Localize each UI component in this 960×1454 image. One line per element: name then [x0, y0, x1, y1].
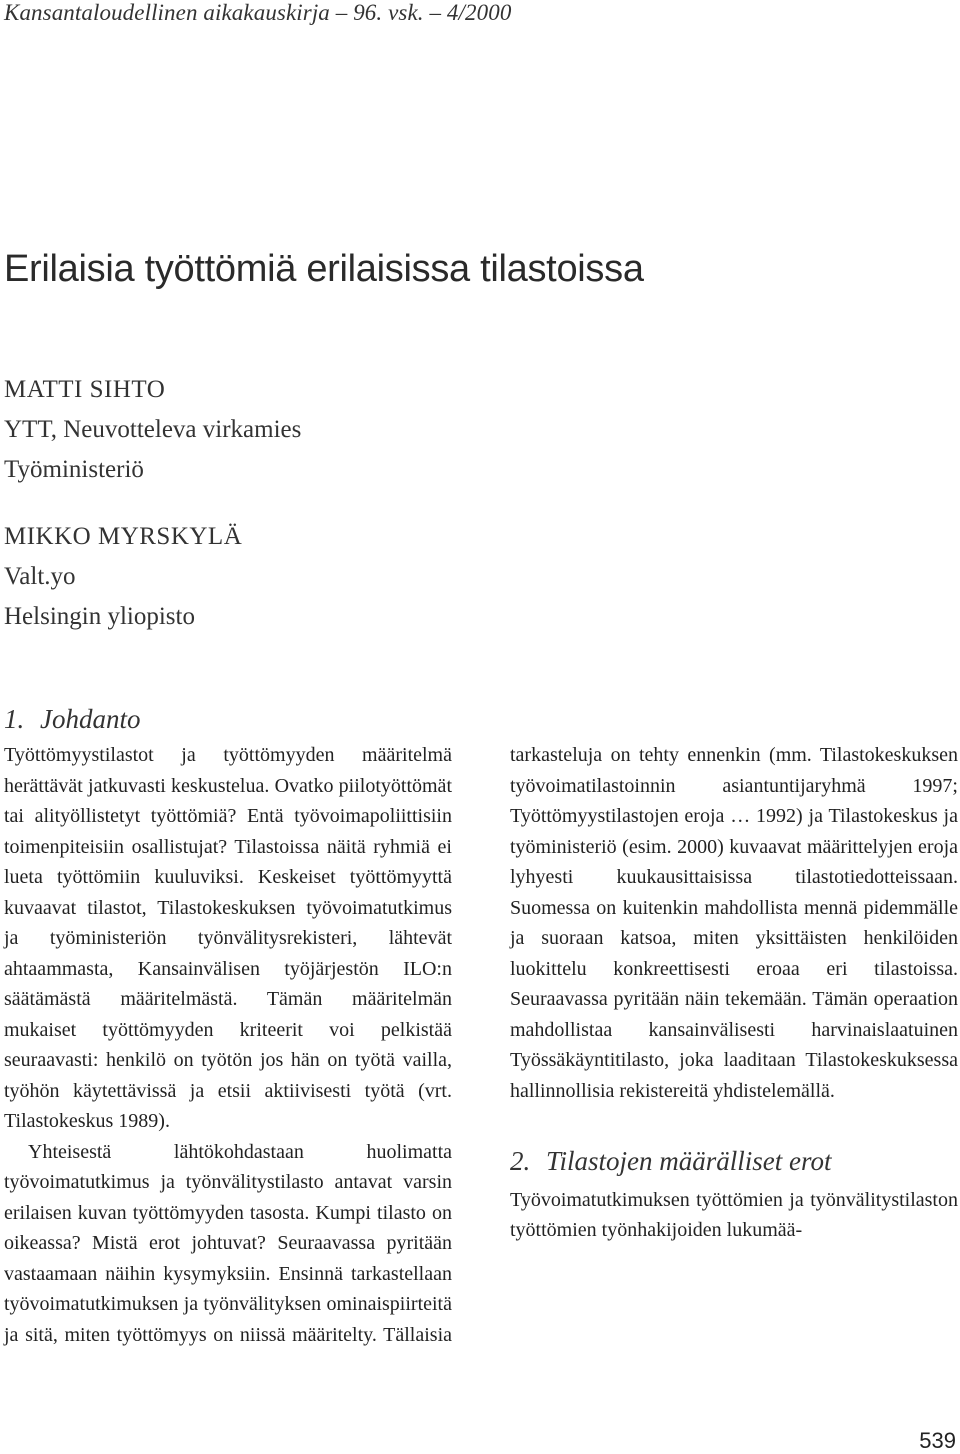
author-affiliation: Helsingin yliopisto	[4, 603, 195, 630]
section-number: 2.	[510, 1146, 531, 1176]
section-heading-introduction	[4, 704, 141, 735]
body-columns	[4, 740, 958, 1360]
body-paragraph: Työttömyystilastot ja työttömyyden määritelmä herättävät jatkuvasti keskustelua. Ovatko piilotyöttömät tai alityöllistetyt työttömiä? Entä työvoimapoliittisiin toimenpiteisiin osallistujat? Tilastoissa näitä ryhmiä ei lueta työttömiin kuuluviksi. Keskeiset työttömyyttä kuvaavat tilastot, Tilastokeskuksen työvoimatutkimus ja työministeriön työnvälitysrekisteri, lähtevät ahtaammasta, Kansainvälisen työjärjestön ILO:n säätämästä määritelmästä. Tämän määritelmän mukaiset työttömyyden kriteerit voi pelkistää seuraavasti: henkilö on työtön jos hän on työtä vailla, työhön käytettävissä ja etsii aktiivisesti työtä (vrt. Tilastokeskus 1989).	[4, 744, 452, 1132]
article-title: Erilaisia työttömiä erilaisissa tilastoissa	[4, 248, 644, 290]
author-name: MATTI SIHTO	[4, 376, 166, 403]
body-paragraph: Työvoimatutkimuksen työttömien ja työnvälitystilaston työttömien työnhakijoiden lukumää-	[510, 1188, 958, 1241]
section-heading-quantitative-differences	[510, 1146, 958, 1177]
section-title: Tilastojen määrälliset erot	[546, 1146, 832, 1176]
author-name: MIKKO MYRSKYLÄ	[4, 523, 243, 550]
author-affiliation: Työministeriö	[4, 456, 144, 483]
journal-header: Kansantaloudellinen aikakauskirja – 96. vsk. – 4/2000	[4, 0, 512, 25]
author-title: YTT, Neuvotteleva virkamies	[4, 416, 302, 443]
author-block	[4, 517, 242, 637]
section-title: Johdanto	[40, 704, 141, 734]
section-number: 1.	[4, 704, 25, 734]
author-block	[4, 370, 301, 490]
body-paragraph: Yhteisestä lähtökohdastaan huolimatta työvoimatutkimus ja työnvälitystilasto antavat varsin erilaisen kuvan työttömyyden tasosta. Kumpi tilasto on oikeassa? Mistä erot johtuvat? Seuraavassa pyritään vastaamaan näihin kysymyksiin. Ensinnä tarkastellaan työvoimatutkimuksen ja työnvälityksen ominaispiirteitä ja sitä, miten työttömyys on niissä määritelty. Tällaisia tarkasteluja on tehty ennenkin (mm. Tilastokeskuksen työvoimatilastoinnin asiantuntijaryhmä 1997; Työttömyystilastojen eroja … 1992) ja Tilastokeskus ja työministeriö (esim. 2000) kuvaavat määrittelyjen eroja lyhyesti kuukausittaisissa tilastotiedotteissaan. Suomessa on kuitenkin mahdollista mennä pidemmälle ja suoraan katsoa, miten yksittäisten henkilöiden luokittelu konkreettisesti eroaa eri tilastoissa. Seuraavassa pyritään näin tekemään. Tämän operaation mahdollistaa kansainvälisesti harvinaislaatuinen Työssäkäyntitilasto, joka laaditaan Tilastokeskuksessa hallinnollisia rekistereitä yhdistelemällä.	[4, 744, 958, 1346]
author-title: Valt.yo	[4, 563, 76, 590]
page-number: 539	[919, 1428, 956, 1453]
